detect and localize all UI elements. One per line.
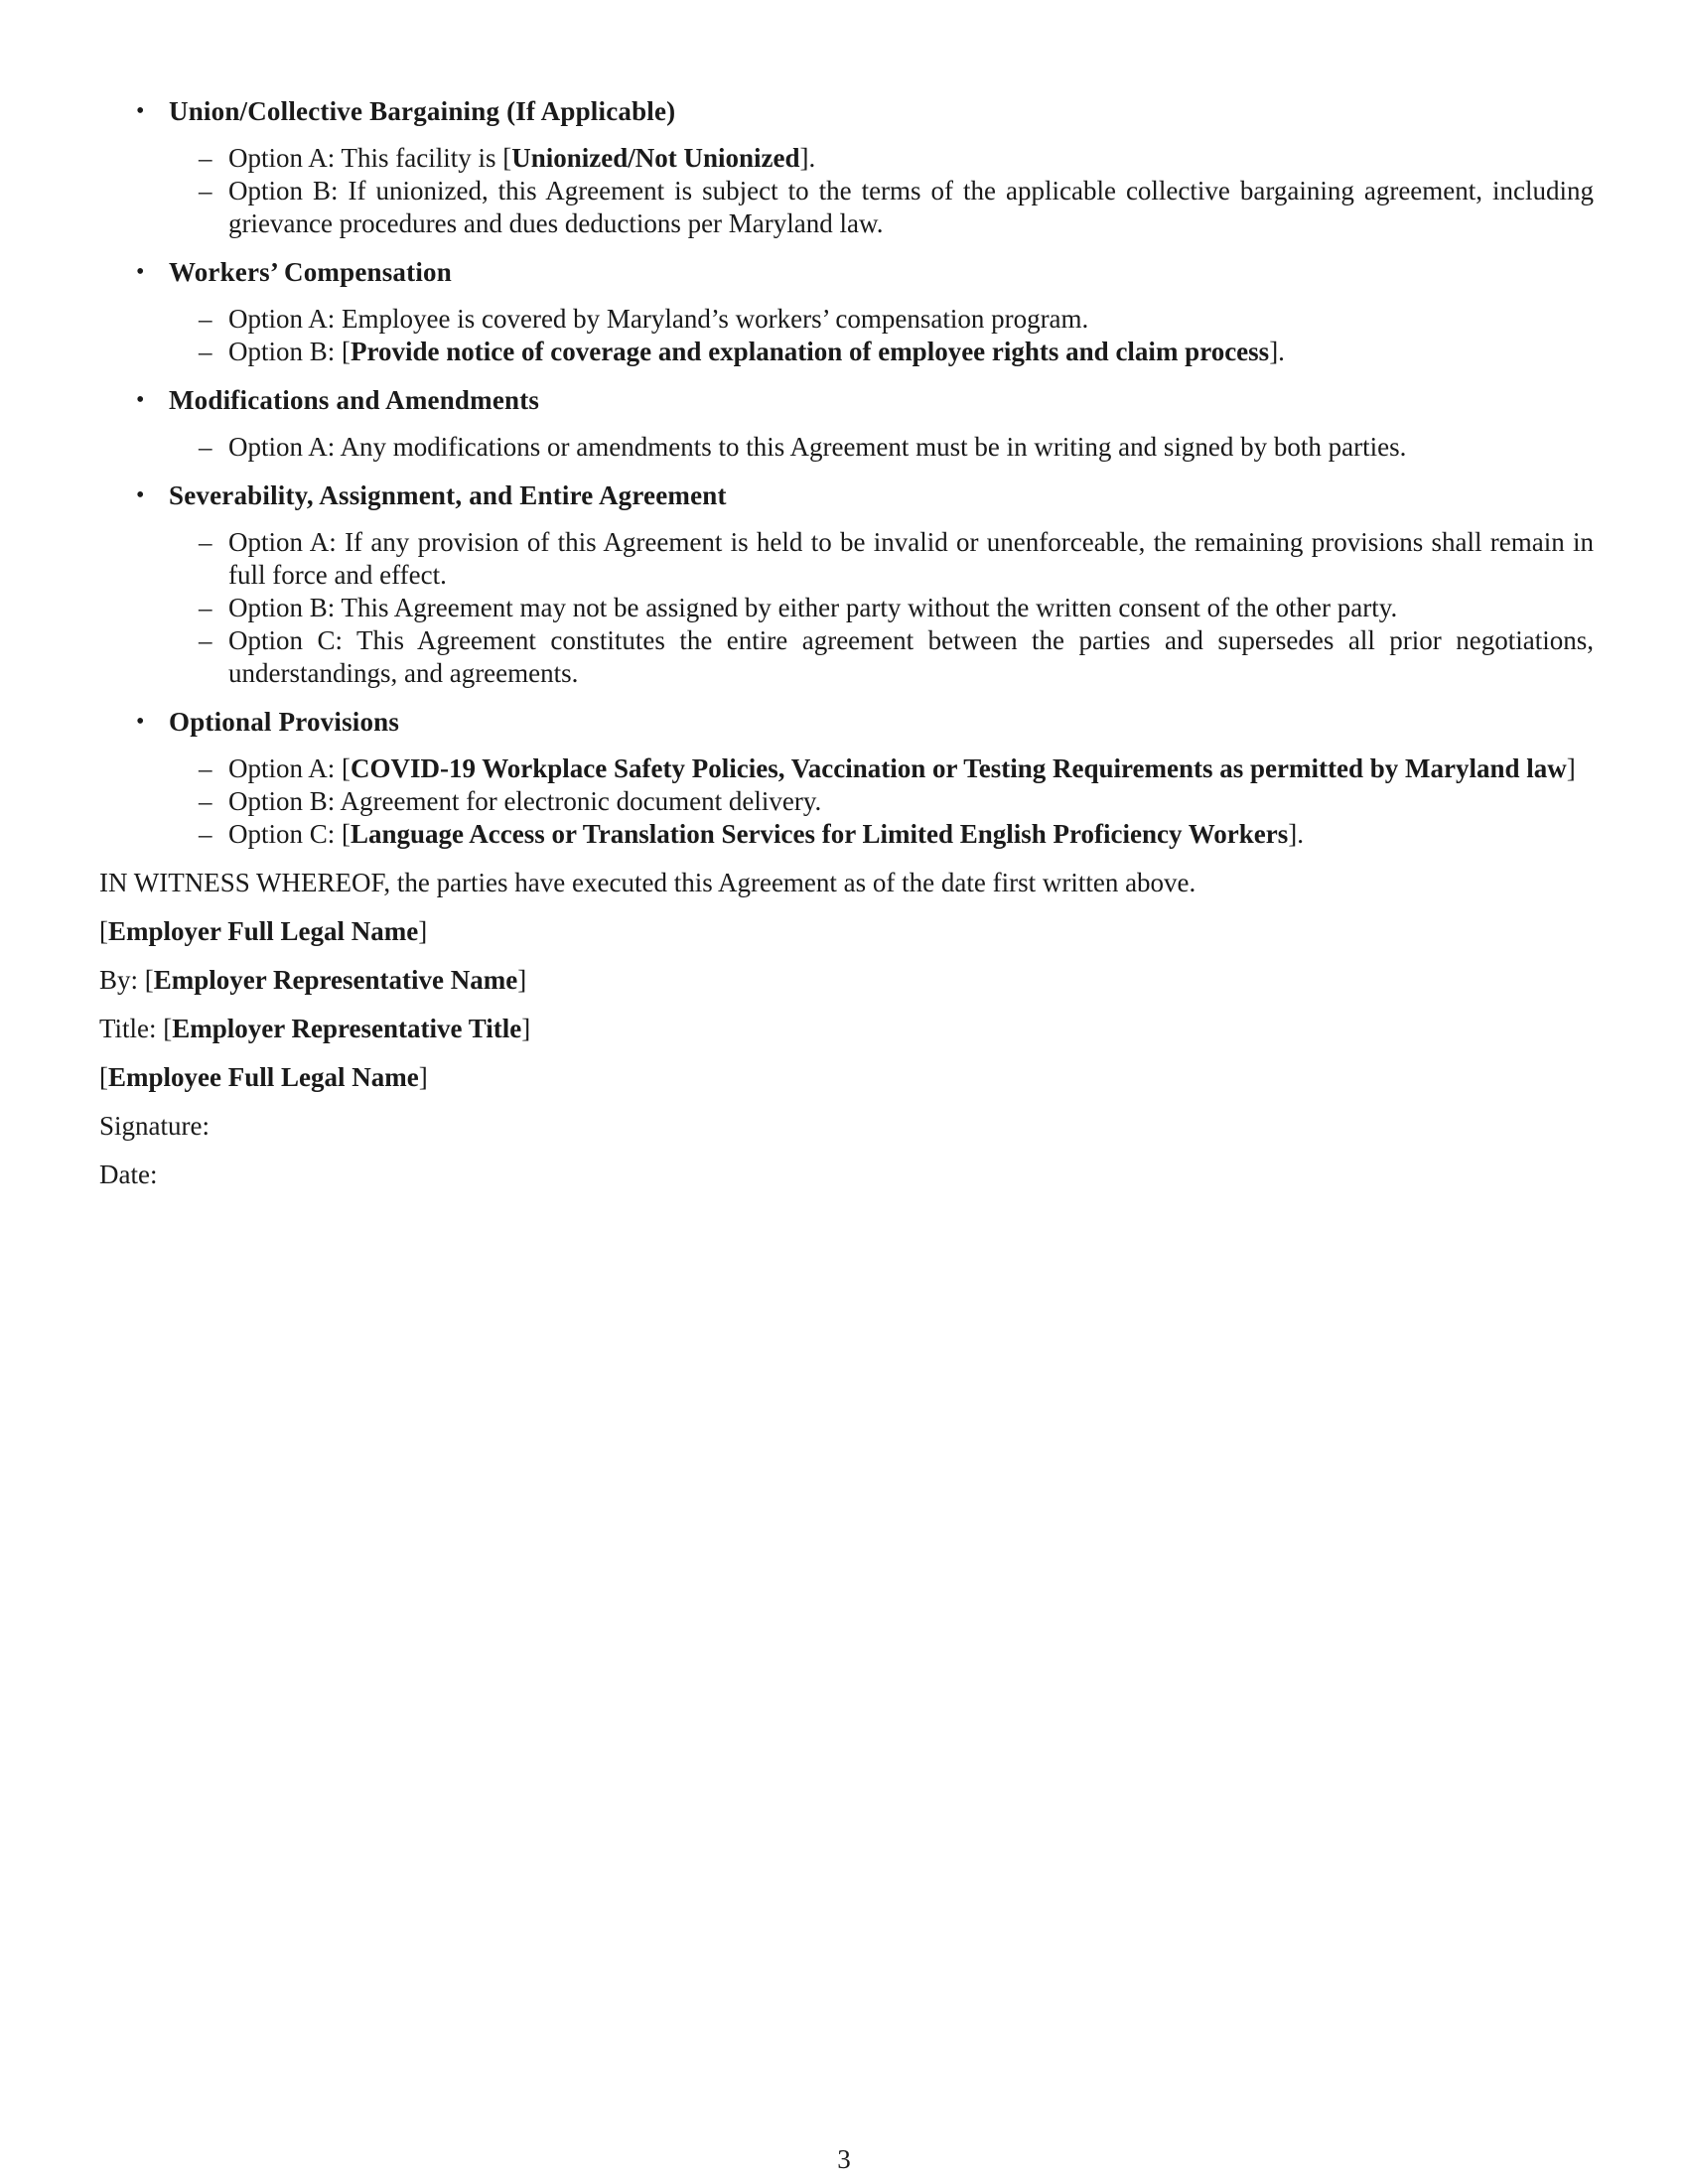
title-line — [99, 1013, 1594, 1045]
option-text: Option A: This facility is [ — [228, 143, 512, 173]
option-text: Option A: [ — [228, 753, 352, 783]
option-text: Option C: [ — [228, 819, 352, 849]
employee-name-line — [99, 1061, 1594, 1094]
option-suffix: ]. — [1288, 819, 1304, 849]
option-text: Option A: Any modifications or amendments to this Agreement must be in writing and signed by both parties. — [228, 432, 1407, 462]
options-list — [169, 526, 1594, 690]
option-text: Option A: If any provision of this Agreement is held to be invalid or unenforceable, the remaining provisions shall remain in full force and effect. — [228, 527, 1594, 590]
employer-name-placeholder: Employer Full Legal Name — [108, 916, 419, 946]
option-item — [169, 175, 1594, 240]
option-item — [169, 818, 1594, 851]
section-workers-comp — [99, 256, 1594, 368]
section-union — [99, 95, 1594, 240]
option-item — [169, 526, 1594, 592]
option-item — [169, 431, 1594, 464]
section-modifications — [99, 384, 1594, 464]
employer-name-line — [99, 915, 1594, 948]
by-line — [99, 964, 1594, 997]
bracket-close: ] — [521, 1014, 531, 1043]
option-text: Option A: Employee is covered by Maryland’s workers’ compensation program. — [228, 304, 1089, 334]
bracket-open: [ — [99, 916, 108, 946]
option-bold-text: Provide notice of coverage and explanation of employee rights and claim process — [351, 337, 1270, 366]
options-list — [169, 752, 1594, 851]
option-text: Option C: This Agreement constitutes the entire agreement between the parties and supersedes all prior negotiations, understandings, and agreements. — [228, 625, 1594, 688]
bracket-close: ] — [517, 965, 527, 995]
option-item — [169, 592, 1594, 624]
option-text: Option B: [ — [228, 337, 352, 366]
option-suffix: ] — [1566, 753, 1576, 783]
representative-title-placeholder: Employer Representative Title — [172, 1014, 522, 1043]
document-page — [99, 95, 1594, 1207]
bracket-open: [ — [99, 1062, 108, 1092]
page-number: 3 — [837, 2144, 851, 2174]
section-heading: • Modifications and Amendments — [169, 385, 540, 415]
representative-name-placeholder: Employer Representative Name — [153, 965, 518, 995]
section-heading: • Severability, Assignment, and Entire Agreement — [169, 480, 727, 510]
options-list — [169, 431, 1594, 464]
option-item — [169, 336, 1594, 368]
option-bold-text: Unionized/Not Unionized — [511, 143, 800, 173]
section-optional-provisions — [99, 706, 1594, 851]
option-item — [169, 752, 1594, 785]
bracket-close: ] — [418, 1062, 428, 1092]
option-item — [169, 785, 1594, 818]
witness-clause: IN WITNESS WHEREOF, the parties have executed this Agreement as of the date first written above. — [99, 868, 1196, 897]
section-heading: • Optional Provisions — [169, 707, 400, 737]
bracket-close: ] — [418, 916, 428, 946]
by-label: By: [ — [99, 965, 154, 995]
section-heading: • Union/Collective Bargaining (If Applicable) — [169, 96, 676, 126]
signature-line: Signature: — [99, 1111, 210, 1141]
section-heading: • Workers’ Compensation — [169, 257, 452, 287]
option-bold-text: Language Access or Translation Services for Limited English Proficiency Workers — [351, 819, 1289, 849]
date-line: Date: — [99, 1160, 158, 1189]
option-text: Option B: This Agreement may not be assigned by either party without the written consent of the other party. — [228, 593, 1398, 622]
title-label: Title: [ — [99, 1014, 173, 1043]
option-text: Option B: Agreement for electronic document delivery. — [228, 786, 822, 816]
options-list — [169, 303, 1594, 368]
option-text: Option B: If unionized, this Agreement is subject to the terms of the applicable collective bargaining agreement, including grievance procedures and dues deductions per Maryland law. — [228, 176, 1594, 238]
option-suffix: ]. — [1269, 337, 1285, 366]
section-severability — [99, 479, 1594, 690]
provisions-list — [99, 95, 1594, 851]
options-list — [169, 142, 1594, 240]
option-item — [169, 624, 1594, 690]
option-bold-text: COVID-19 Workplace Safety Policies, Vaccination or Testing Requirements as permitted by Maryland law — [351, 753, 1567, 783]
option-suffix: ]. — [799, 143, 816, 173]
option-item — [169, 142, 1594, 175]
option-item — [169, 303, 1594, 336]
employee-name-placeholder: Employee Full Legal Name — [108, 1062, 419, 1092]
